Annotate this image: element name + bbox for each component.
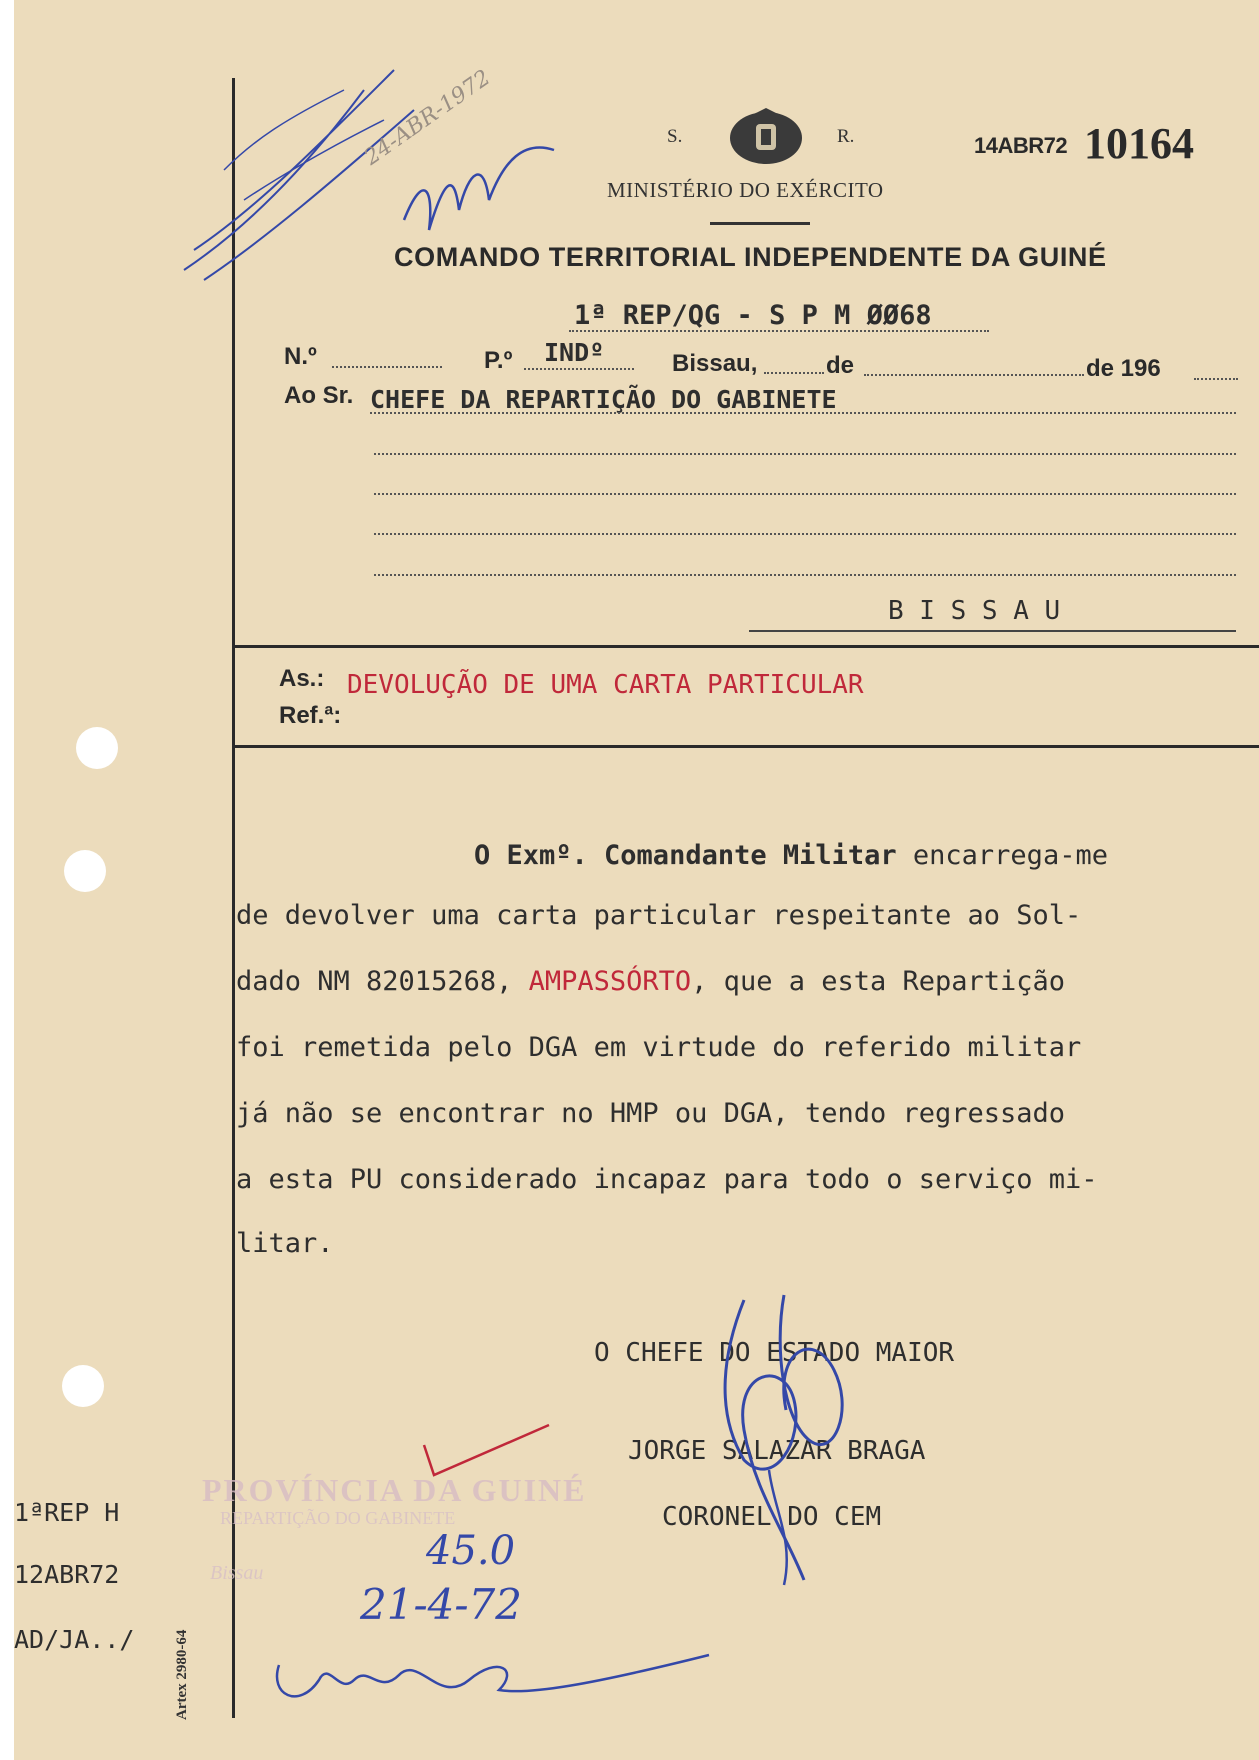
office-stamp-line-3: Bissau [210, 1562, 264, 1584]
s-label: S. [667, 126, 683, 147]
body-line-3-end: , que a esta Repartição [691, 966, 1066, 997]
reference-code: 1ª REP/QG - S P M ØØ68 [574, 300, 932, 331]
check-mark-icon [419, 1420, 559, 1480]
soldier-name: AMPASSÓRTO [528, 966, 692, 997]
office-stamp-line-2: REPARTIÇÃO DO GABINETE [220, 1508, 456, 1528]
place-label: Bissau, [672, 350, 758, 377]
addressee-value: CHEFE DA REPARTIÇÃO DO GABINETE [370, 385, 837, 414]
header-divider [710, 222, 810, 225]
r-label: R. [837, 126, 855, 147]
margin-ref-3: AD/JA../ [14, 1625, 135, 1654]
signature-scribble [714, 1290, 864, 1590]
address-line-2 [374, 453, 1236, 455]
signature-title: O CHEFE DO ESTADO MAIOR [594, 1338, 955, 1368]
addressee-label: Ao Sr. [284, 382, 354, 409]
year-field-line [1194, 378, 1238, 380]
body-line-2: de devolver uma carta particular respeitante ao Sol- [236, 900, 1082, 931]
registry-number: 10164 [1084, 119, 1194, 168]
year-label: de 196 [1086, 355, 1161, 382]
process-field-line [524, 368, 634, 370]
signature-name: JORGE SALAZAR BRAGA [628, 1436, 926, 1466]
handwritten-number: 45.0 [426, 1528, 516, 1574]
handwritten-date-top: 24-ABR-1972 [360, 65, 496, 171]
number-label: N.º [284, 343, 317, 370]
punch-hole [76, 727, 118, 769]
command-title: COMANDO TERRITORIAL INDEPENDENTE DA GUINÉ [394, 242, 1107, 272]
header-rule [234, 645, 1259, 648]
subject-label: As.: [279, 665, 325, 692]
reference-label: Ref.ª: [279, 702, 342, 729]
address-line-5 [374, 574, 1236, 576]
printer-mark: Artex 2980-64 [174, 1629, 190, 1720]
margin-ref-2: 12ABR72 [14, 1560, 120, 1589]
date-stamp: 14ABR72 [974, 133, 1068, 158]
reference-underline [569, 330, 989, 332]
body-line-1-bold: O Exmº. Comandante Militar [474, 840, 897, 871]
body-line-3 [236, 966, 1065, 997]
city-value: B I S S A U [888, 596, 1061, 626]
office-stamp-line-1: PROVÍNCIA DA GUINÉ [202, 1472, 587, 1508]
address-line-4 [374, 533, 1236, 535]
day-label: de [826, 352, 855, 379]
number-field-line [332, 366, 442, 368]
process-value: INDº [544, 338, 605, 367]
day-field-line [764, 372, 824, 374]
body-line-1-rest: encarrega-me [896, 840, 1108, 871]
initials-scribble [394, 130, 564, 240]
signature-rank: CORONEL DO CEM [662, 1502, 882, 1532]
body-line-3-start: dado NM 82015268, [236, 966, 529, 997]
body-line-4: foi remetida pelo DGA em virtude do referido militar [236, 1032, 1082, 1063]
ministry-title: MINISTÉRIO DO EXÉRCITO [607, 178, 884, 202]
document-page [14, 0, 1259, 1760]
handwritten-date-bottom: 21-4-72 [360, 1580, 522, 1629]
city-underline [749, 630, 1236, 632]
subject-value: DEVOLUÇÃO DE UMA CARTA PARTICULAR [347, 670, 864, 700]
margin-ref-1: 1ªREP H [14, 1498, 120, 1527]
body-line-6: a esta PU considerado incapaz para todo o serviço mi- [236, 1164, 1098, 1195]
body-line-1 [474, 840, 1108, 871]
subject-rule [234, 745, 1259, 748]
punch-hole [62, 1365, 104, 1407]
coat-of-arms-icon [726, 106, 806, 168]
address-line-1 [370, 412, 1236, 414]
body-line-5: já não se encontrar no HMP ou DGA, tendo regressado [236, 1098, 1066, 1129]
body-line-7: litar. [236, 1228, 334, 1259]
punch-hole [64, 850, 106, 892]
bottom-signature-scribble [269, 1625, 729, 1715]
process-label: P.º [484, 347, 513, 374]
month-field-line [864, 374, 1084, 376]
address-line-3 [374, 493, 1236, 495]
